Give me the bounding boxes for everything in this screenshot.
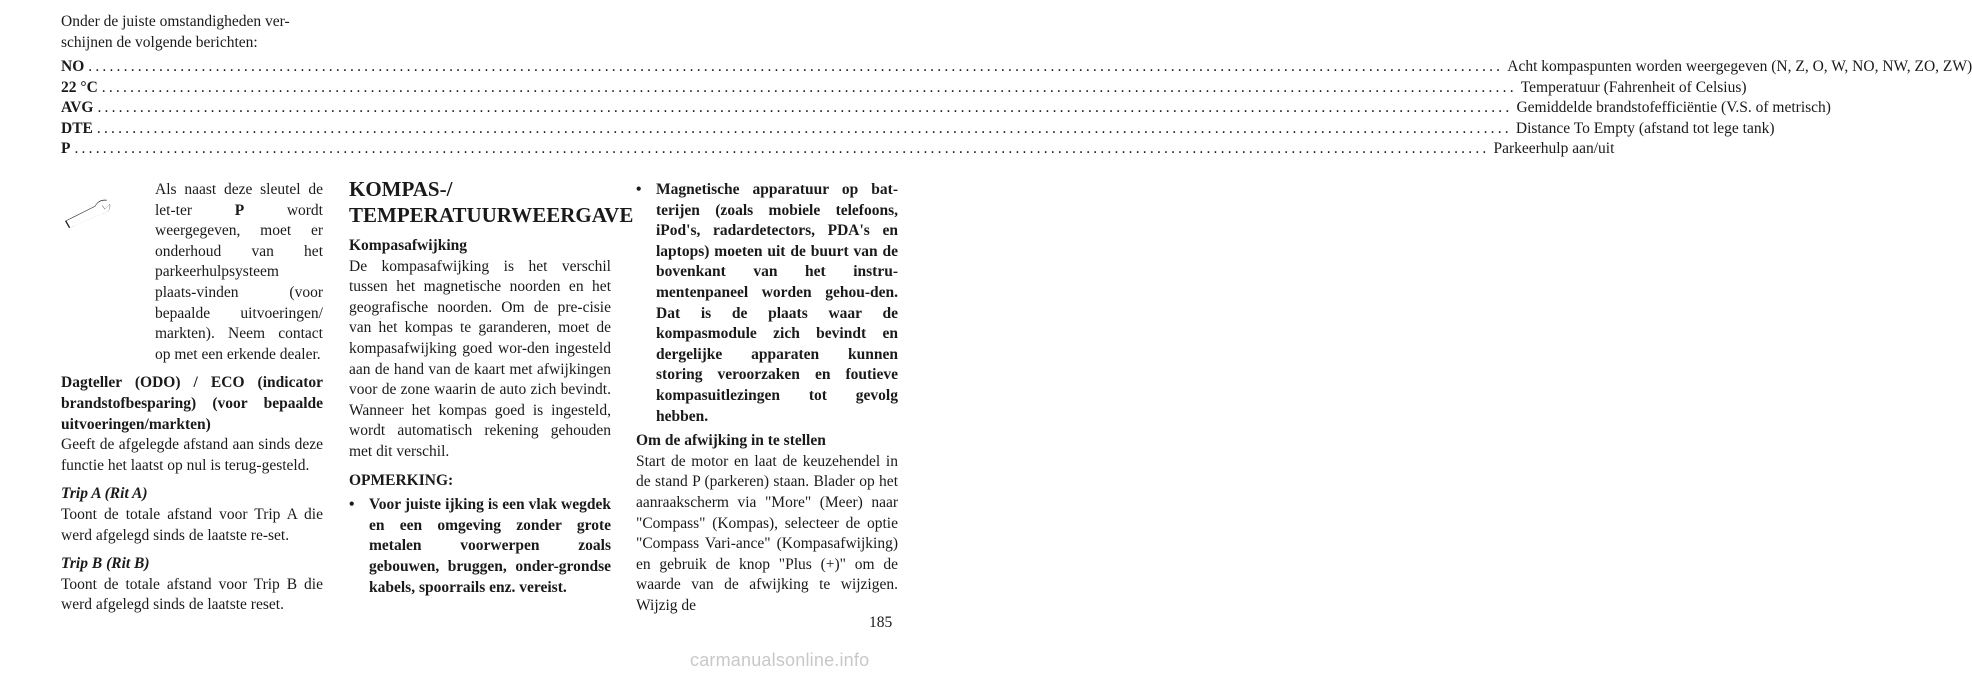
odo-text: Geeft de afgelegde afstand aan sinds deze functie het laatst op nul is terug-gesteld. [61, 436, 323, 474]
bullet-dot: • [349, 496, 355, 514]
message-row [61, 57, 1972, 78]
message-description: Gemiddelde brandstofefficiëntie (V.S. of metrisch) [1516, 99, 1831, 117]
trip-a-heading: Trip A (Rit A) [61, 485, 148, 503]
message-description: Parkeerhulp aan/uit [1493, 140, 1615, 158]
column-left [61, 180, 323, 624]
dot-leader: ........................................................................................................................................................................................................ [96, 119, 1512, 137]
message-description: Distance To Empty (afstand tot lege tank) [1515, 119, 1775, 137]
wrench-icon [61, 188, 113, 232]
set-variance-heading: Om de afwijking in te stellen [636, 432, 826, 450]
message-row [61, 98, 1831, 119]
compass-temp-heading: KOMPAS-/ TEMPERATUURWEERGAVE [349, 177, 634, 227]
message-code: DTE [61, 119, 93, 137]
trip-b-text: Toont de totale afstand voor Trip B die werd afgelegd sinds de laatste reset. [61, 575, 323, 614]
message-code: P [61, 140, 71, 158]
wrench-paragraph: Als naast deze sleutel de let-ter P wordt weergegeven, moet er onderhoud van het parkeerhulpsysteem plaats-vinden (voor bepaalde uitvoeringen/ markten). Neem contact op met een erkende dealer. [155, 181, 323, 363]
set-variance-text: Start de motor en laat de keuzehendel in de stand P (parkeren) staan. Blader op het aanraakscherm via "More" (Meer) naar "Compass" (Kompas), selecteer de optie "Compass Vari-ance" (Kompasafwijking) en gebruik de knop "Plus (+)" om de waarde van de afwijking te wijzigen. Wijzig de [636, 452, 898, 614]
message-list [61, 57, 1972, 160]
variance-paragraph: De kompasafwijking is het verschil tussen het magnetische noorden en het geografische noorden. Om de pre-cisie van het kompas te garanderen, moet de kompasafwijking goed wor-den ingesteld aan de hand van de kaart met afwijkingen voor de zone waarin de auto zich bevindt. Wanneer het kompas goed is ingesteld, wordt automatisch rekening gehouden met dit verschil. [349, 257, 611, 460]
dot-leader: ........................................................................................................................................................................................................ [74, 140, 1490, 158]
column-middle [349, 177, 634, 598]
odo-heading: Dagteller (ODO) / ECO (indicator brandstofbesparing) (voor bepaalde uitvoeringen/markten) [61, 374, 323, 433]
message-code: NO [61, 58, 85, 75]
message-row [61, 78, 1747, 99]
message-code: AVG [61, 99, 94, 117]
message-description: Temperatuur (Fahrenheit of Celsius) [1520, 78, 1747, 96]
note-bullet-2: • Magnetische apparatuur op bat-terijen (zoals mobiele telefoons, iPod's, radardetectors, PDA's en laptops) moeten uit de buurt van de bovenkant van het instru-mentenpaneel worden gehou-den. Dat is de plaats waar de kompasmodule zich bevindt en dergelijke apparaten kunnen storing veroorzaken en foutieve kompasuitlezingen tot gevolg hebben. [636, 181, 898, 425]
trip-a-text: Toont de totale afstand voor Trip A die werd afgelegd sinds de laatste re-set. [61, 505, 323, 544]
page-number: 185 [869, 614, 893, 631]
column-right [636, 180, 898, 624]
trip-b-heading: Trip B (Rit B) [61, 555, 150, 573]
message-row [61, 119, 1775, 140]
note-label: OPMERKING: [349, 471, 454, 489]
dot-leader: ........................................................................................................................................................................................................ [101, 78, 1517, 96]
intro-text: Onder de juiste omstandigheden ver-schijnen de volgende berichten: [61, 13, 290, 51]
bullet-dot: • [636, 181, 642, 198]
wrench-notice [61, 180, 323, 365]
dot-leader: ........................................................................................................................................................................................................ [88, 58, 1504, 75]
watermark: carmanualsonline.info [690, 650, 870, 670]
message-row [61, 139, 1615, 160]
dot-leader: ........................................................................................................................................................................................................ [97, 99, 1513, 117]
message-code: 22 °C [61, 78, 98, 96]
variance-subheading: Kompasafwijking [349, 237, 467, 254]
message-description: Acht kompaspunten worden weergegeven (N, Z, O, W, NO, NW, ZO, ZW) [1507, 58, 1972, 75]
note-bullet-1: • Voor juiste ijking is een vlak wegdek en een omgeving zonder grote metalen voorwerpen zoals gebouwen, bruggen, onder-grondse kabels, spoorrails enz. vereist. [349, 496, 611, 596]
